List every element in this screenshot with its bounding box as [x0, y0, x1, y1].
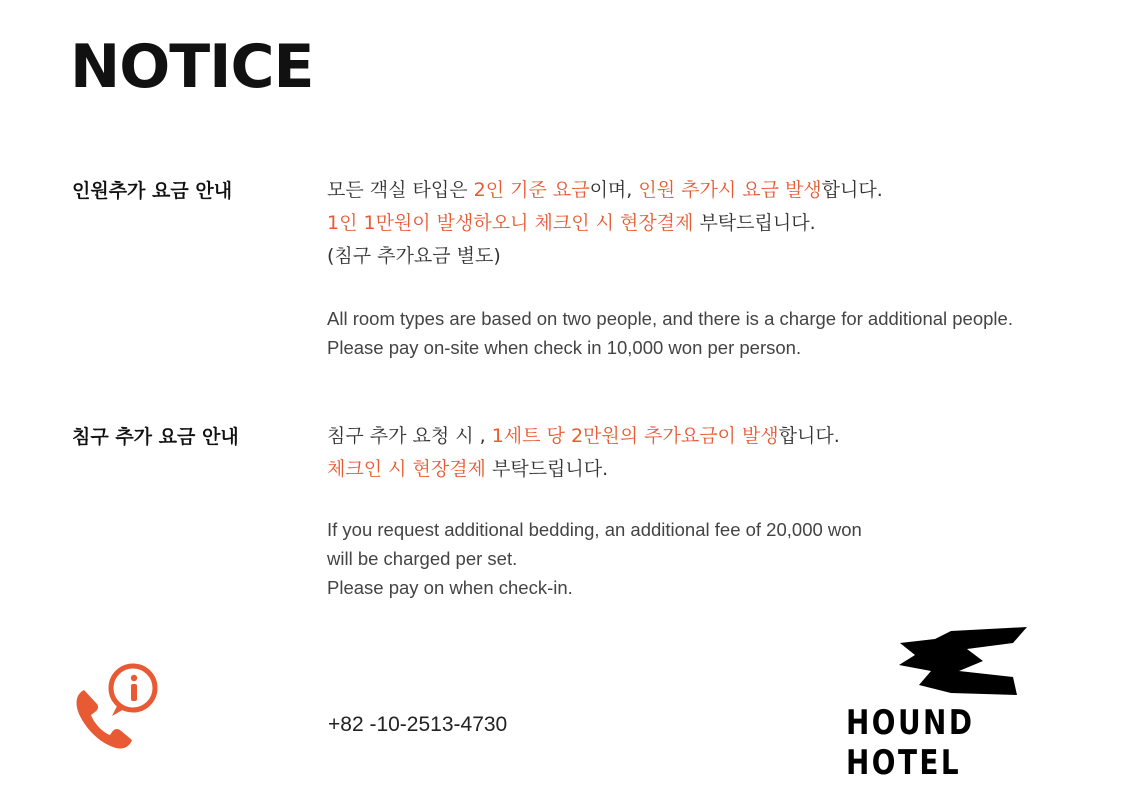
extra-person-korean-text — [327, 174, 883, 273]
ko-line: 침구 추가 요청 시 , 1세트 당 2만원의 추가요금이 발생합니다. — [327, 425, 840, 447]
extra-person-english-text — [327, 304, 1013, 362]
section-label-bedding: 침구 추가 요금 안내 — [72, 426, 239, 448]
en-line: All room types are based on two people, and there is a charge for additional people. — [327, 308, 1013, 329]
phone-info-icon — [70, 660, 165, 755]
ko-line: 1인 1만원이 발생하오니 체크인 시 현장결제 부탁드립니다. — [327, 212, 816, 234]
en-line: Please pay on-site when check in 10,000 won per person. — [327, 337, 802, 358]
phone-number[interactable]: +82 -10-2513-4730 — [328, 713, 508, 736]
page-title: NOTICE — [70, 32, 314, 102]
bedding-english-text — [327, 515, 862, 602]
hound-logo-mark — [895, 625, 1035, 697]
section-label-extra-person: 인원추가 요금 안내 — [72, 180, 233, 202]
ko-line: 체크인 시 현장결제 부탁드립니다. — [327, 458, 609, 480]
en-line: will be charged per set. — [327, 548, 518, 569]
bedding-korean-text — [327, 420, 840, 486]
hotel-name: HOUND HOTEL — [846, 703, 975, 783]
en-line: If you request additional bedding, an additional fee of 20,000 won — [327, 519, 862, 540]
ko-line: 모든 객실 타입은 2인 기준 요금이며, 인원 추가시 요금 발생합니다. — [327, 179, 883, 201]
en-line: Please pay on when check-in. — [327, 577, 573, 598]
ko-line: (침구 추가요금 별도) — [327, 245, 501, 267]
